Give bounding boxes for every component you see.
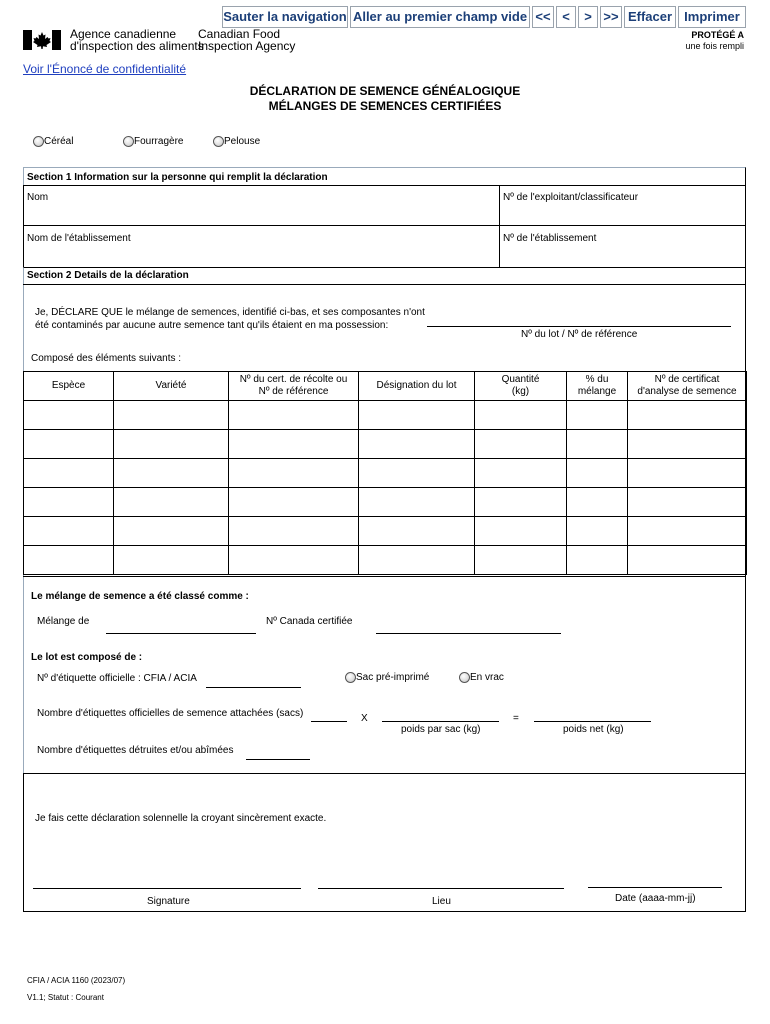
privacy-statement-link[interactable]: Voir l'Énoncé de confidentialité (23, 62, 187, 76)
table-cell-input[interactable] (628, 401, 747, 430)
table-header-text: Nº de référence (258, 386, 329, 397)
section1-heading: Section 1 Information sur la personne qui remplit la déclaration (27, 172, 328, 183)
table-cell-input[interactable] (229, 459, 359, 488)
table-cell-input[interactable] (24, 430, 114, 459)
print-button[interactable]: Imprimer (678, 6, 746, 28)
table-cell-input[interactable] (475, 517, 567, 546)
establishment-name-label: Nom de l'établissement (27, 233, 131, 244)
table-cell-input[interactable] (229, 517, 359, 546)
times-symbol: X (361, 713, 368, 724)
first-page-button[interactable]: << (532, 6, 554, 28)
table-cell-input[interactable] (475, 401, 567, 430)
table-cell-input[interactable] (229, 401, 359, 430)
tags-destroyed-label: Nombre d'étiquettes détruites et/ou abîmées (37, 745, 234, 756)
table-cell-input[interactable] (229, 430, 359, 459)
table-cell-input[interactable] (628, 517, 747, 546)
canada-certified-label: Nº Canada certifiée (266, 616, 353, 627)
name-label: Nom (27, 192, 49, 203)
tags-attached-input[interactable] (311, 721, 347, 722)
blend-input[interactable] (106, 633, 256, 634)
table-cell-input[interactable] (628, 459, 747, 488)
date-input[interactable] (588, 887, 722, 888)
table-header-cell (114, 372, 229, 401)
date-label: Date (aaaa-mm-jj) (615, 893, 696, 904)
table-row (24, 517, 747, 546)
table-cell-input[interactable] (475, 488, 567, 517)
table-cell-input[interactable] (229, 488, 359, 517)
radio-preprinted-bag[interactable] (345, 672, 356, 683)
net-weight-label: poids net (kg) (563, 724, 624, 735)
place-input[interactable] (318, 888, 564, 889)
radio-turf-label: Pelouse (224, 136, 261, 147)
table-row (24, 459, 747, 488)
radio-bulk[interactable] (459, 672, 470, 683)
skip-navigation-button[interactable]: Sauter la navigation (222, 6, 348, 28)
table-header-text: mélange (577, 386, 617, 397)
title-line2: MÉLANGES DE SEMENCES CERTIFIÉES (268, 99, 502, 113)
lot-composed-heading: Le lot est composé de : (31, 652, 143, 663)
table-header-text: d'analyse de semence (637, 386, 737, 397)
declaration-line1: Je, DÉCLARE QUE le mélange de semences, identifié ci-bas, et ses composantes n'ont (35, 307, 425, 318)
signature-frame (23, 773, 746, 912)
signature-input[interactable] (33, 888, 301, 889)
table-cell-input[interactable] (567, 517, 628, 546)
place-label: Lieu (432, 896, 451, 907)
blend-label: Mélange de (37, 616, 90, 627)
declaration-line2: été contaminés par aucune autre semence tant qu'ils étaient en ma possession: (35, 320, 389, 331)
divider-line (23, 576, 746, 577)
table-header-cell (359, 372, 475, 401)
table-cell-input[interactable] (229, 546, 359, 575)
table-row (24, 488, 747, 517)
table-cell-input[interactable] (359, 459, 475, 488)
table-header-text: Nº de certificat (654, 374, 720, 385)
table-cell-input[interactable] (359, 430, 475, 459)
next-page-button[interactable]: > (578, 6, 598, 28)
radio-cereal[interactable] (33, 136, 44, 147)
establishment-name-field[interactable] (23, 225, 500, 268)
radio-forage-label: Fourragère (134, 136, 184, 147)
table-row (24, 546, 747, 575)
agency-fr-line1: Agence canadienne (70, 27, 177, 41)
official-tag-label: Nº d'étiquette officielle : CFIA / ACIA (37, 673, 197, 684)
table-cell-input[interactable] (114, 459, 229, 488)
table-cell-input[interactable] (359, 546, 475, 575)
section2-heading: Section 2 Details de la déclaration (27, 270, 189, 281)
protected-marking (685, 30, 744, 52)
protected-label: PROTÉGÉ A (691, 30, 744, 40)
table-header-row (24, 372, 747, 401)
table-cell-input[interactable] (567, 488, 628, 517)
protected-sub-label: une fois rempli (685, 41, 744, 51)
form-version: V1.1; Statut : Courant (27, 993, 104, 1002)
table-cell-input[interactable] (359, 517, 475, 546)
table-cell-input[interactable] (24, 459, 114, 488)
operator-number-label: Nº de l'exploitant/classificateur (503, 192, 639, 203)
table-cell-input[interactable] (628, 430, 747, 459)
agency-fr-line2: d'inspection des aliments (70, 39, 204, 53)
declaration-text (35, 306, 425, 332)
table-cell-input[interactable] (114, 517, 229, 546)
title-line1: DÉCLARATION DE SEMENCE GÉNÉALOGIQUE (249, 84, 521, 98)
net-weight-input[interactable] (534, 721, 651, 722)
table-cell-input[interactable] (359, 401, 475, 430)
agency-name-en (198, 28, 295, 52)
table-cell-input[interactable] (114, 546, 229, 575)
radio-cereal-label: Céréal (44, 136, 74, 147)
last-page-button[interactable]: >> (600, 6, 622, 28)
operator-number-field[interactable] (499, 185, 746, 226)
table-row (24, 401, 747, 430)
radio-turf[interactable] (213, 136, 224, 147)
tags-destroyed-input[interactable] (246, 759, 310, 760)
table-header-text: Variété (155, 380, 187, 391)
equals-symbol: = (513, 713, 519, 724)
table-header-cell (628, 372, 747, 401)
radio-preprinted-bag-label: Sac pré-imprimé (356, 672, 430, 683)
table-cell-input[interactable] (114, 430, 229, 459)
establishment-number-field[interactable] (499, 225, 746, 268)
agency-name-fr (70, 28, 204, 52)
canada-flag-icon (23, 30, 61, 50)
establishment-number-label: Nº de l'établissement (503, 233, 597, 244)
classified-heading: Le mélange de semence a été classé comme : (31, 591, 249, 602)
table-header-cell (229, 372, 359, 401)
solemn-declaration-text: Je fais cette déclaration solennelle la croyant sincèrement exacte. (35, 813, 327, 824)
table-cell-input[interactable] (567, 459, 628, 488)
table-cell-input[interactable] (567, 401, 628, 430)
table-cell-input[interactable] (24, 401, 114, 430)
table-header-text: Nº du cert. de récolte ou (239, 374, 348, 385)
agency-en-line1: Canadian Food (198, 27, 281, 41)
table-header-text: % du (585, 374, 609, 385)
form-title (0, 84, 770, 114)
table-header-text: (kg) (511, 386, 530, 397)
table-header-cell (567, 372, 628, 401)
table-header-text: Désignation du lot (376, 380, 457, 391)
table-row (24, 430, 747, 459)
table-cell-input[interactable] (359, 488, 475, 517)
table-cell-input[interactable] (567, 546, 628, 575)
signature-label: Signature (147, 896, 190, 907)
composed-of-label: Composé des éléments suivants : (31, 353, 182, 364)
weight-per-bag-label: poids par sac (kg) (401, 724, 481, 735)
lot-number-input[interactable] (427, 326, 731, 327)
table-cell-input[interactable] (114, 401, 229, 430)
name-field[interactable] (23, 185, 500, 226)
table-header-cell (24, 372, 114, 401)
weight-per-bag-input[interactable] (382, 721, 499, 722)
table-cell-input[interactable] (24, 546, 114, 575)
form-number: CFIA / ACIA 1160 (2023/07) (27, 976, 126, 985)
table-header-text: Quantité (501, 374, 540, 385)
table-cell-input[interactable] (628, 488, 747, 517)
table-cell-input[interactable] (475, 430, 567, 459)
table-cell-input[interactable] (628, 546, 747, 575)
prev-page-button[interactable]: < (556, 6, 576, 28)
components-table (23, 371, 747, 575)
table-cell-input[interactable] (114, 488, 229, 517)
tags-attached-label: Nombre d'étiquettes officielles de semence attachées (sacs) (37, 708, 304, 719)
clear-button[interactable]: Effacer (624, 6, 676, 28)
canada-certified-input[interactable] (376, 633, 561, 634)
first-empty-field-button[interactable]: Aller au premier champ vide (350, 6, 530, 28)
table-cell-input[interactable] (24, 488, 114, 517)
official-tag-input[interactable] (206, 687, 301, 688)
radio-forage[interactable] (123, 136, 134, 147)
lot-number-label: Nº du lot / Nº de référence (521, 329, 638, 340)
table-header-cell (475, 372, 567, 401)
table-cell-input[interactable] (475, 546, 567, 575)
table-cell-input[interactable] (24, 517, 114, 546)
table-cell-input[interactable] (567, 430, 628, 459)
table-cell-input[interactable] (475, 459, 567, 488)
agency-en-line2: Inspection Agency (198, 39, 296, 53)
table-header-text: Espèce (51, 380, 86, 391)
radio-bulk-label: En vrac (470, 672, 504, 683)
